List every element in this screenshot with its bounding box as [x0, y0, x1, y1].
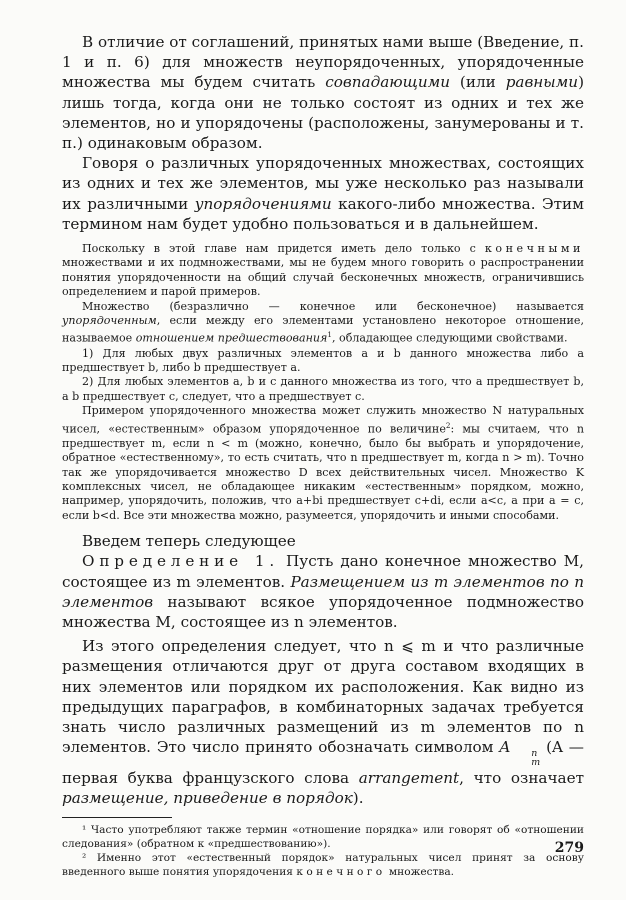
- footnote-2: ² Именно этот «естественный порядок» натуральных чисел принят за основу введенного выше понятия упорядочения конечного множества.: [62, 852, 584, 878]
- page-body: [62, 32, 584, 880]
- property-2: 2) Для любых элементов a, b и c данного множества из того, что a предшествует b, а b предшествует c, следует, что a предшествует c.: [62, 375, 584, 403]
- arrangement-symbol: A n m: [499, 738, 541, 769]
- paragraph-examples: Примером упорядоченного множества может служить множество N натуральных чисел, «естественным» образом упорядоченное по величине$^2$: мы считаем, что n предшествует m, если n < m (можно, конечно, было бы выбрать и упорядочение, обратное «естественному», то есть считать, что n предшествует m, когда n > m). Точно так же упорядочивается множество D всех действительных чисел. Множество K комплексных чисел, не обладающее никаким «естественным» порядком, можно, например, упорядочить, положив, что a+bi предшествует c+di, если a<c, а при a = c, если b<d. Все эти множества можно, разумеется, упорядочить и иными способами.: [62, 404, 584, 522]
- paragraph-finite-sets-note: Поскольку в этой главе нам придется иметь дело только с конечными множествами и их подмножествами, мы не будем много говорить о распространении понятия упорядоченности на общий случай бесконечных множеств, ограничившись определением и парой примеров.: [62, 242, 584, 299]
- paragraph-ordered-set-definition: Множество (безразлично — конечное или бесконечное) называется упорядоченным, если между его элементами установлено некоторое отношение, называемое отношением предшествования$^1$, обладающее следующими свойствами.: [62, 299, 584, 346]
- paragraph-arrangements: Из этого определения следует, что n ⩽ m и что различные размещения отличаются друг от друга составом входящих в них элементов или порядком их расположения. Как видно из предыдущих параграфов, в комбинаторных задачах требуется знать число различных размещений из m элементов по n элементов. Это число принято обозначать символом A n m (A — первая буква французского слова arrangement, что означает размещение, приведение в порядок).: [62, 637, 584, 808]
- paragraph-orderings: Говоря о различных упорядоченных множествах, состоящих из одних и тех же элементов, мы уже несколько раз называли их различными упорядочениями какого-либо множества. Этим термином нам будет удобно пользоваться и в дальнейшем.: [62, 154, 584, 233]
- paragraph-intro-definition: Введем теперь следующее: [82, 532, 296, 551]
- definition-1: Определение 1. Пусть дано конечное множество M, состоящее из m элементов. Размещением из m элементов по n элементов называют всякое упорядоченное подмножество множества M, состоящее из n элементов.: [62, 552, 585, 631]
- footnote-1: ¹ Часто употребляют также термин «отношение порядка» или говорят об «отношении следования» (обратном к «предшествованию»).: [62, 824, 584, 851]
- footnote-rule: [62, 817, 172, 818]
- property-1: 1) Для любых двух различных элементов a и b данного множества либо a предшествует b, либо b предшествует a.: [62, 346, 584, 374]
- paragraph-ordered-sets-equality: В отличие от соглашений, принятых нами выше (Введение, п. 1 и п. 6) для множеств неупорядоченных, упорядоченные множества мы будем считать совпадающими (или равными) лишь тогда, когда они не только состоят из одних и тех же элементов, но и упорядочены (расположены, занумерованы и т. п.) одинаковым образом.: [62, 33, 584, 153]
- page-number: 279: [554, 840, 584, 856]
